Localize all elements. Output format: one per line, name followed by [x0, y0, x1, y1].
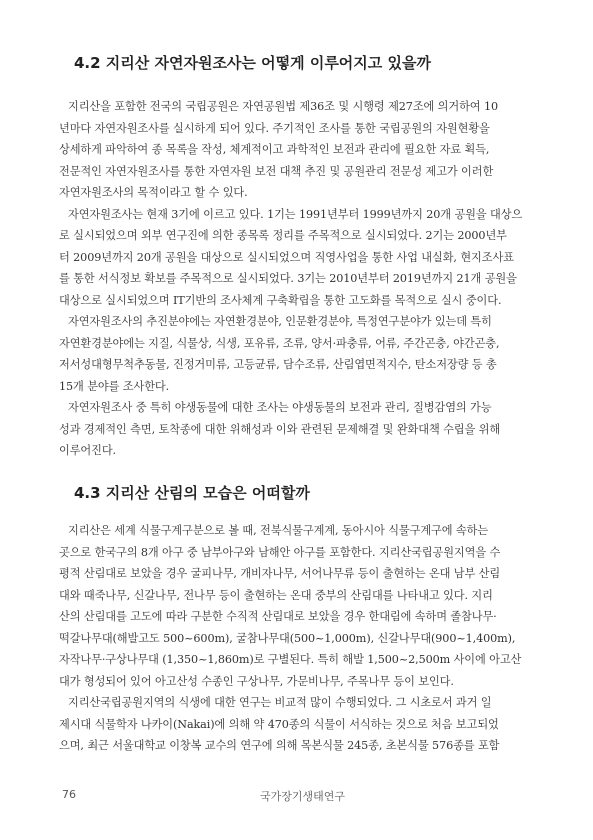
section-heading-4-2: 4.2 지리산 자연자원조사는 어떻게 이루어지고 있을까 [74, 54, 431, 72]
text-line: 자연자원조사의 목적이라고 할 수 있다. [59, 186, 248, 199]
text-line: 자작나무·구상나무대 (1,350~1,860m)로 구별된다. 특히 해발 1,500~2,500m 사이에 아고산 [59, 653, 522, 666]
text-line: 제시대 식물학자 나카이(Nakai)에 의해 약 470종의 식물이 서식하는 것으로 처음 보고되었 [59, 717, 499, 731]
section-body-4-3 [59, 520, 525, 757]
section-heading-4-3: 4.3 지리산 산림의 모습은 어떠할까 [74, 484, 310, 502]
text-line: 를 통한 서식정보 확보를 주목적으로 실시되었다. 3기는 2010년부터 2019년까지 21개 공원을 [59, 272, 517, 285]
text-line: 전문적인 자연자원조사를 통한 자연자원 보전 대책 추진 및 공원관리 전문성 제고가 이러한 [59, 164, 494, 178]
text-line: 성과 경제적인 측면, 토착종에 대한 위해성과 이와 관련된 문제해결 및 완화대책 수립을 위해 [59, 422, 501, 436]
text-line: 자연자원조사는 현재 3기에 이르고 있다. 1기는 1991년부터 1999년까지 20개 공원을 대상으 [68, 207, 523, 221]
text-line: 대가 형성되어 있어 아고산성 수종인 구상나무, 가문비나무, 주목나무 등이 보인다. [59, 674, 454, 688]
text-line: 지리산은 세계 식물구계구분으로 볼 때, 전북식물구계계, 동아시아 식물구계구에 속하는 [68, 524, 489, 537]
text-line: 15개 분야를 조사한다. [59, 379, 170, 393]
text-line: 으며, 최근 서울대학교 이창복 교수의 연구에 의해 목본식물 245종, 초본식물 576종를 포함 [59, 739, 500, 752]
text-line: 평적 산림대로 보았을 경우 굴피나무, 개비자나무, 서어나무류 등이 출현하는 온대 남부 산림 [59, 567, 501, 580]
text-line: 대와 때죽나무, 신갈나무, 전나무 등이 출현하는 온대 중부의 산림대를 나타내고 있다. 지리 [59, 588, 493, 602]
page-number: 76 [62, 788, 76, 801]
text-line: 자연자원조사의 추진분야에는 자연환경분야, 인문환경분야, 특정연구분야가 있는데 특히 [68, 315, 492, 328]
text-line: 지리산국립공원지역의 식생에 대한 연구는 비교적 많이 수행되었다. 그 시초로서 과거 일 [68, 696, 492, 709]
text-line: 상세하게 파악하여 종 목록을 작성, 체계적이고 과학적인 보전과 관리에 필요한 자료 획득, [59, 143, 490, 156]
text-line: 자연환경분야에는 지질, 식물상, 식생, 포유류, 조류, 양서·파충류, 어류, 주간곤충, 야간곤충, [59, 336, 500, 350]
text-line: 대상으로 실시되었으며 IT기반의 조사체계 구축확립을 통한 고도화를 목적으로 실시 중이다. [59, 293, 502, 307]
text-line: 자연자원조사 중 특히 야생동물에 대한 조사는 야생동물의 보전과 관리, 질병감염의 가능 [68, 401, 492, 414]
section-body-4-2 [59, 96, 525, 462]
footer-title: 국가장기생태연구 [260, 790, 346, 803]
text-line: 이루어진다. [59, 444, 116, 457]
text-line: 저서성대형무척추동물, 진정거미류, 고등균류, 담수조류, 산림엽면적지수, 탄소저장량 등 총 [59, 358, 497, 371]
text-line: 지리산을 포함한 전국의 국립공원은 자연공원법 제36조 및 시행령 제27조에 의거하여 10 [68, 100, 499, 113]
text-line: 로 실시되었으며 외부 연구진에 의한 종목록 정리를 주목적으로 실시되었다. 2기는 2000년부 [59, 229, 507, 242]
text-line: 떡갈나무대(해발고도 500~600m), 굴참나무대(500~1,000m), 신갈나무대(900~1,400m), [59, 631, 516, 645]
text-line: 년마다 자연자원조사를 실시하게 되어 있다. 주기적인 조사를 통한 국립공원의 자원현황을 [59, 121, 490, 135]
text-line: 산의 산림대를 고도에 따라 구분한 수직적 산림대로 보았을 경우 한대림에 속하며 졸참나무· [59, 610, 497, 623]
text-line: 곳으로 한국구의 8개 아구 중 남부아구와 남해안 아구를 포함한다. 지리산국립공원지역을 수 [59, 545, 501, 559]
text-line: 터 2009년까지 20개 공원을 대상으로 실시되었으며 직영사업을 통한 사업 내실화, 현지조사표 [59, 250, 514, 264]
